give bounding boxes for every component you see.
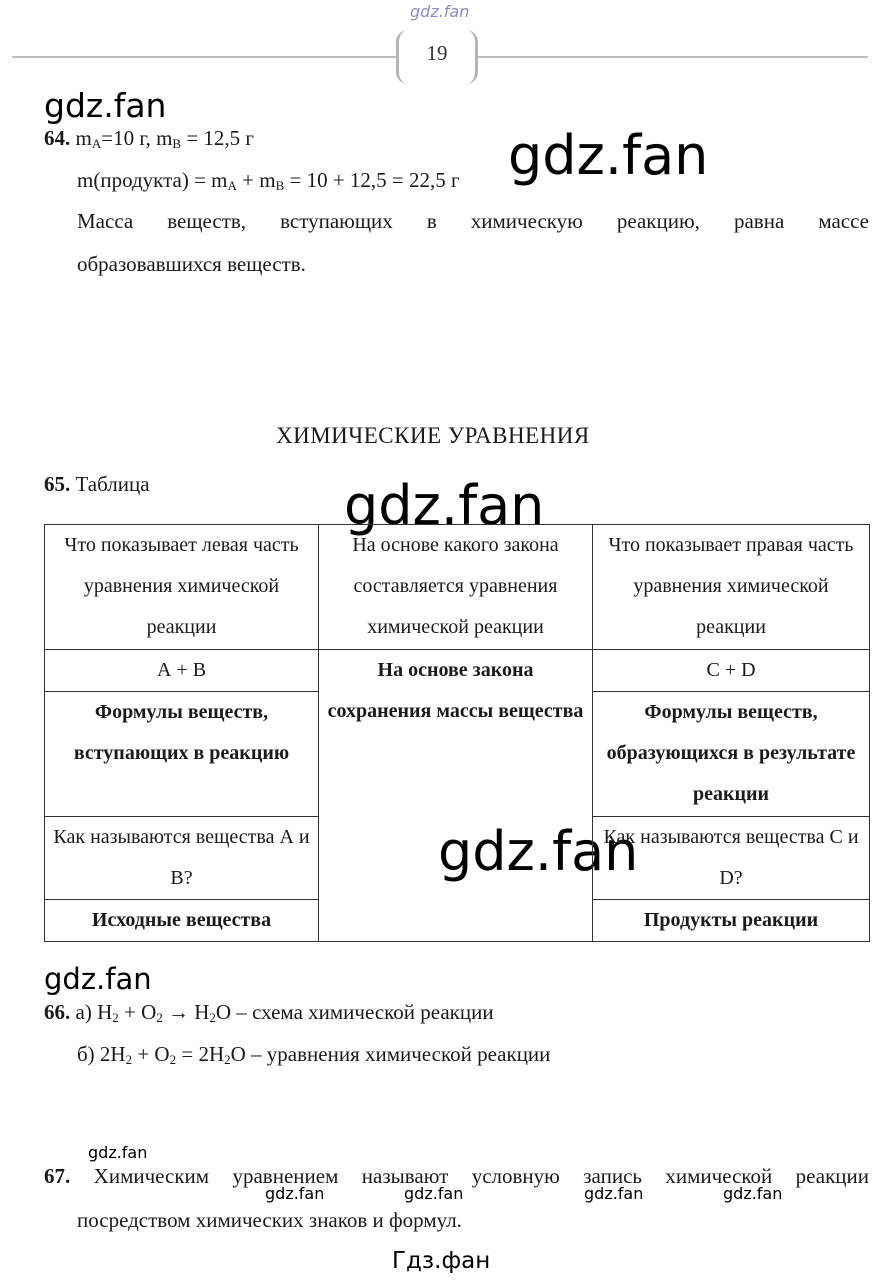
header-middle: На основе какого закона составляется уравнения химической реакции [319,525,593,650]
task64-line1: 64. $m_A=10$ г, $m_B = 12,5$ г [44,126,255,151]
task66-number: 66. [44,1000,71,1024]
footer-watermark: Гдз.фан [392,1248,491,1274]
left-answer: Формулы веществ, вступающих в реакцию [45,692,319,817]
right-formula: С + D [593,650,870,692]
watermark-10: gdz.fan [723,1184,783,1203]
table-row [45,650,870,692]
left-final: Исходные вещества [45,900,319,942]
task65-heading [44,472,150,497]
left-formula: А + В [45,650,319,692]
watermark-3: gdz.fan [344,474,545,537]
task67-number: 67. [44,1164,71,1188]
right-answer: Формулы веществ, образующихся в результате реакции [593,692,870,817]
watermark-1: gdz.fan [44,86,167,125]
chemical-equation-table [44,524,870,942]
task67-line1: 67. Химическим уравнением называют условную запись химической реакции [44,1164,869,1188]
watermark-6: gdz.fan [88,1143,148,1162]
task65-number: 65. [44,472,71,496]
middle-answer: На основе закона сохранения массы вещества [319,650,593,942]
task66-a: 66. а) $H_2 + O_2 \to H_2O$ – схема химической реакции [44,1000,494,1025]
watermark-2: gdz.fan [508,124,709,187]
header-watermark: gdz.fan [410,2,470,21]
task64-line2: m(продукта) = $m_A + m_B = 10 + 12,5 = 22,5$ г [77,168,460,193]
watermark-5: gdz.fan [44,962,152,996]
task64-number: 64. [44,126,71,150]
task64-line3: Масса веществ, вступающих в химическую реакцию, равна массе [77,209,869,233]
task65-label: Таблица [75,472,150,496]
watermark-8: gdz.fan [404,1184,464,1203]
left-question: Как называются вещества А и В? [45,817,319,900]
header-left: Что показывает левая часть уравнения химической реакции [45,525,319,650]
header-right: Что показывает правая часть уравнения химической реакции [593,525,870,650]
page-number: 19 [396,30,478,84]
watermark-9: gdz.fan [584,1184,644,1203]
task64-line4: образовавшихся веществ. [77,252,306,276]
right-question: Как называются вещества С и D? [593,817,870,900]
task66-b: б) $2H_2 + O_2 = 2H_2O$ – уравнения химической реакции [77,1042,551,1067]
table-row [45,525,870,650]
watermark-7: gdz.fan [265,1184,325,1203]
section-title: ХИМИЧЕСКИЕ УРАВНЕНИЯ [276,423,590,448]
task67-line2: посредством химических знаков и формул. [77,1208,462,1232]
right-final: Продукты реакции [593,900,870,942]
watermark-4: gdz.fan [438,820,639,883]
